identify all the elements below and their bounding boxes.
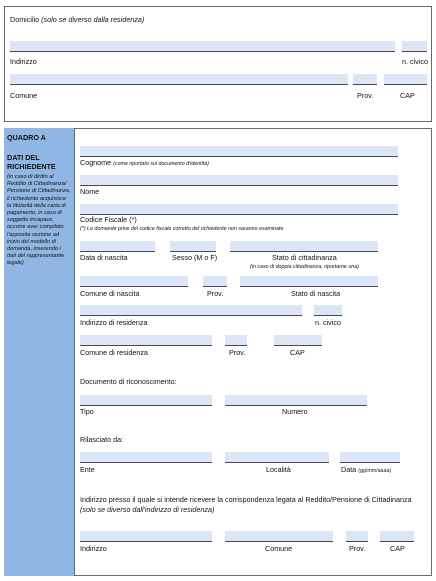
- tipo-label: Tipo: [80, 407, 94, 416]
- domicilio-indirizzo-field[interactable]: [10, 41, 395, 52]
- domicilio-civico-label: n. civico: [402, 57, 428, 66]
- domicilio-comune-field[interactable]: [10, 74, 348, 85]
- civico-residenza-label: n. civico: [315, 318, 341, 327]
- quadro-a-title: QUADRO A: [7, 133, 46, 142]
- cap-residenza-field[interactable]: [274, 335, 322, 346]
- codice-fiscale-field[interactable]: [80, 204, 398, 215]
- prov-residenza-label: Prov.: [229, 348, 246, 357]
- indirizzo-residenza-label: Indirizzo di residenza: [80, 318, 148, 327]
- prov-residenza-field[interactable]: [225, 335, 247, 346]
- localita-field[interactable]: [225, 452, 329, 463]
- comune-nascita-label: Comune di nascita: [80, 289, 140, 298]
- comune-residenza-label: Comune di residenza: [80, 348, 148, 357]
- corrispondenza-text: Indirizzo presso il quale si intende ricevere la corrispondenza legata al Reddito/Pensione di Cittadinanza: [80, 495, 412, 504]
- corr-comune-label: Comune: [265, 544, 293, 553]
- cognome-label: Cognome (come riportato sul documento d'identità): [80, 158, 209, 167]
- tipo-field[interactable]: [80, 395, 212, 406]
- corr-indirizzo-field[interactable]: [80, 531, 212, 542]
- cognome-field[interactable]: [80, 146, 398, 157]
- corr-indirizzo-label: Indirizzo: [80, 544, 107, 553]
- data-rilascio-field[interactable]: [340, 452, 400, 463]
- comune-nascita-field[interactable]: [80, 276, 188, 287]
- domicilio-title: Domicilio (solo se diverso dalla residenza): [10, 15, 145, 24]
- documento-title: Documento di riconoscimento:: [80, 377, 177, 386]
- codice-fiscale-label: Codice Fiscale (*): [80, 215, 137, 224]
- corr-cap-label: CAP: [390, 544, 405, 553]
- ente-field[interactable]: [80, 452, 212, 463]
- domicilio-prov-field[interactable]: [353, 74, 377, 85]
- corr-cap-field[interactable]: [380, 531, 414, 542]
- rilasciato-label: Rilasciato da:: [80, 435, 124, 444]
- numero-field[interactable]: [225, 395, 367, 406]
- cittadinanza-note: (in caso di doppia cittadinanza, riportarne una): [250, 264, 359, 270]
- numero-label: Numero: [282, 407, 308, 416]
- comune-residenza-field[interactable]: [80, 335, 212, 346]
- civico-residenza-field[interactable]: [314, 305, 342, 316]
- domicilio-comune-label: Comune: [10, 91, 38, 100]
- stato-nascita-label: Stato di nascita: [291, 289, 341, 298]
- cittadinanza-label: Stato di cittadinanza: [272, 253, 337, 262]
- corr-prov-label: Prov.: [349, 544, 366, 553]
- data-rilascio-label: Data (gg/mm/aaaa): [341, 465, 392, 474]
- quadro-a-subtitle-1: DATI DEL: [7, 153, 40, 162]
- cap-residenza-label: CAP: [290, 348, 305, 357]
- corr-prov-field[interactable]: [346, 531, 368, 542]
- data-nascita-field[interactable]: [80, 241, 155, 252]
- quadro-a-note: (in caso di diritto al Reddito di Cittadinanza/ Pensione di Cittadinanza, il richiedente acquisisce la titolarità della carta di pagamento, in caso di soggetto incapace, occorre aver compilato l'apposita sezione ad inizio del modello di domanda, inserendo i dati del rappresentante legale): [7, 174, 71, 267]
- domicilio-indirizzo-label: Indirizzo: [10, 57, 37, 66]
- prov-nascita-field[interactable]: [203, 276, 227, 287]
- quadro-a-subtitle-2: RICHIEDENTE: [7, 162, 56, 171]
- stato-nascita-field[interactable]: [240, 276, 378, 287]
- localita-label: Località: [266, 465, 291, 474]
- cittadinanza-field[interactable]: [230, 241, 378, 252]
- quadro-a-sidebar: [4, 128, 75, 576]
- domicilio-civico-field[interactable]: [402, 41, 427, 52]
- codice-fiscale-note: (*) Le domande prive del codice fiscale corretto del richiedente non saranno esaminate: [80, 226, 284, 232]
- domicilio-cap-label: CAP: [400, 91, 415, 100]
- corr-comune-field[interactable]: [225, 531, 333, 542]
- indirizzo-residenza-field[interactable]: [80, 305, 302, 316]
- sesso-field[interactable]: [170, 241, 216, 252]
- data-nascita-label: Data di nascita: [80, 253, 128, 262]
- nome-field[interactable]: [80, 175, 398, 186]
- domicilio-cap-field[interactable]: [384, 74, 427, 85]
- domicilio-prov-label: Prov.: [357, 91, 374, 100]
- prov-nascita-label: Prov.: [207, 289, 224, 298]
- sesso-label: Sesso (M o F): [172, 253, 218, 262]
- corrispondenza-note: (solo se diverso dall'indirizzo di residenza): [80, 505, 215, 514]
- ente-label: Ente: [80, 465, 95, 474]
- nome-label: Nome: [80, 187, 100, 196]
